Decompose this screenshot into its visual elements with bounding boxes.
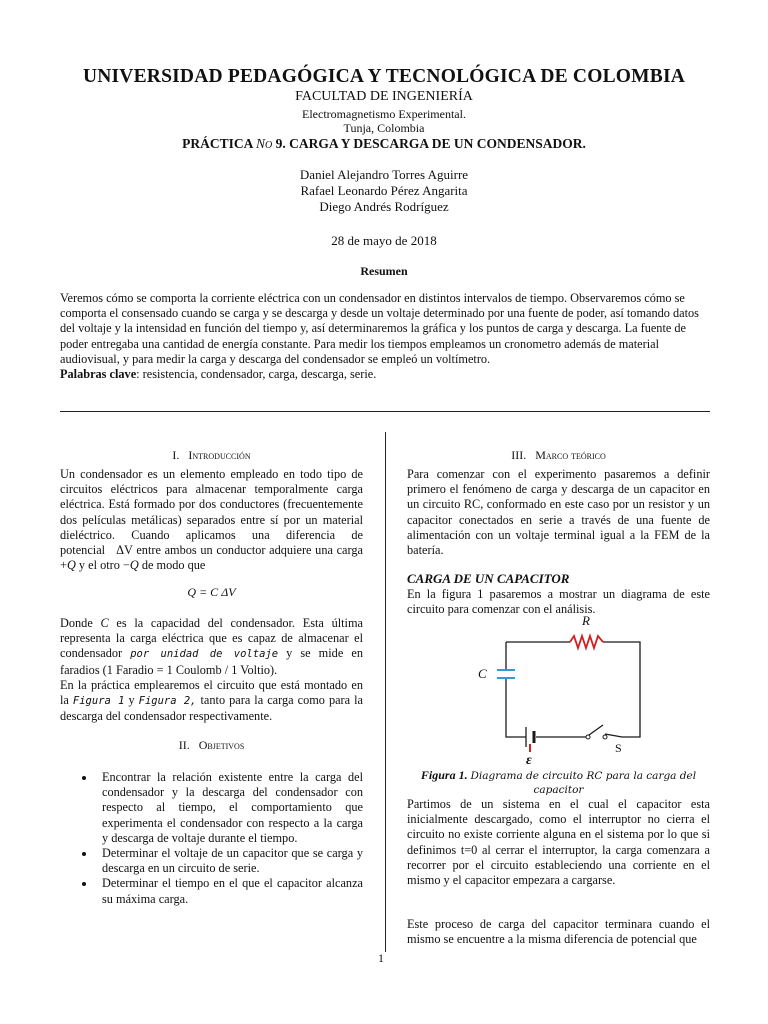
capacitor-symbol	[497, 670, 515, 678]
rc-circuit-figure	[470, 612, 670, 772]
label-r: R	[582, 613, 590, 628]
objective-item: • Encontrar la relación existente entre la carga del condensador y la descarga del condensador con respecto al tiempo, el comportamiento que experimenta el condensador con respecto a la carga y descarga de voltaje durante el tiempo.	[96, 770, 363, 846]
course: Electromagnetismo Experimental.	[302, 107, 466, 121]
intro-paragraph-2: Donde C es la capacidad del condensador. Esta última representa la carga eléctrica que es capaz de almacenar el condensador por unidad de voltaje y se mide en faradios (1 Faradio = 1 Coulomb / 1 Voltio). En la práctica emplearemos el circuito que está montado en la Figura 1 y Figura 2, tanto para la carga como para la descarga del condensador respectivamente.	[60, 616, 364, 724]
label-c: C	[478, 666, 487, 681]
abstract-heading: Resumen	[360, 264, 408, 278]
keywords: : resistencia, condensador, carga, descarga, serie.	[136, 367, 377, 382]
theory-paragraph-4: Este proceso de carga del capacitor terminara cuando el mismo se encuentre a la misma diferencia de potencial que	[407, 917, 710, 947]
figure-caption	[407, 768, 710, 797]
label-s: S	[615, 741, 622, 755]
author-2: Rafael Leonardo Pérez Angarita	[300, 183, 468, 198]
faculty: FACULTAD DE INGENIERÍA	[295, 89, 473, 104]
figure-caption-text: Diagrama de circuito RC para la carga del capacitor	[470, 770, 697, 796]
university-title: UNIVERSIDAD PEDAGÓGICA Y TECNOLÓGICA DE COLOMBIA	[82, 66, 686, 87]
date: 28 de mayo de 2018	[331, 233, 437, 248]
objective-item: • Determinar el tiempo en el que el capacitor alcanza su máxima carga.	[96, 876, 363, 906]
equation: Q = C ΔV	[187, 585, 236, 599]
label-e: ε	[526, 753, 532, 768]
theory-paragraph-2: En la figura 1 pasaremos a mostrar un diagrama de este circuito para comenzar con el análisis.	[407, 587, 710, 617]
theory-paragraph-1: Para comenzar con el experimento pasaremos a definir primero el fenómeno de carga y descarga de un capacitor en un circuito RC, conformado en este caso por un resistor y un capacitor conectados en serie a través de una fuente de alimentación con un voltaje terminal igual a la FEM de la batería.	[407, 467, 710, 558]
objective-item: • Determinar el voltaje de un capacitor que se carga y descarga en un circuito de serie.	[96, 846, 363, 876]
page-number: 1	[378, 951, 384, 965]
keywords-label: Palabras clave	[60, 367, 137, 382]
intro-heading: I. Introducción	[172, 448, 251, 462]
practice-title: PRÁCTICA NO 9. CARGA Y DESCARGA DE UN CONDENSADOR.	[182, 136, 586, 151]
theory-heading: III. Marco teórico	[511, 448, 606, 462]
author-1: Daniel Alejandro Torres Aguirre	[299, 167, 469, 182]
abstract	[60, 291, 712, 382]
circuit-wires	[506, 642, 640, 737]
resistor-symbol	[570, 636, 603, 648]
horizontal-rule	[60, 411, 710, 412]
objectives-list	[60, 770, 363, 907]
sub-heading-charging: CARGA DE UN CAPACITOR	[407, 571, 570, 586]
objectives-heading: II. Objetivos	[178, 738, 245, 752]
figure-label: Figura 1.	[420, 768, 468, 782]
author-3: Diego Andrés Rodríguez	[319, 199, 449, 214]
abstract-text: Veremos cómo se comporta la corriente eléctrica con un condensador en distintos intervalos de tiempo. Observaremos cómo se comporta el consensado cuando se carga y se descarga y desde un voltaje determinado por una fuente de poder, así tomando datos del voltaje y la intensidad en función del tiempo y, así determinaremos la gráfica y los puntos de carga y descarga. La fuente de poder entregaba una cantidad de energía constante. Para medir los tiempos empleamos un cronometro además de material audiovisual, y para medir la carga y descarga del condensador se empleó un voltímetro.	[60, 291, 699, 366]
theory-paragraph-3: Partimos de un sistema en el cual el capacitor esta inicialmente descargado, como el interruptor no cierra el circuito no existe corriente alguna en el sistema por lo que si definimos t=0 al cerrar el interruptor, la carga comenzara a recorrer por el circuito estableciendo una corriente en el mismo y el capacitor empezara a cargarse.	[407, 797, 710, 888]
switch-symbol	[586, 725, 607, 739]
intro-paragraph-1: Un condensador es un elemento empleado en todo tipo de circuitos eléctricos para almacenar temporalmente carga eléctrica. Está formado por dos conductores (frecuentemente dos películas metálicas) separados entre sí por un material dieléctrico. Cuando aplicamos una diferencia de potencial ΔV entre ambos un conductor adquiere una carga +Q y el otro −Q de modo que	[60, 467, 363, 573]
column-divider	[385, 432, 386, 952]
location: Tunja, Colombia	[343, 121, 425, 135]
